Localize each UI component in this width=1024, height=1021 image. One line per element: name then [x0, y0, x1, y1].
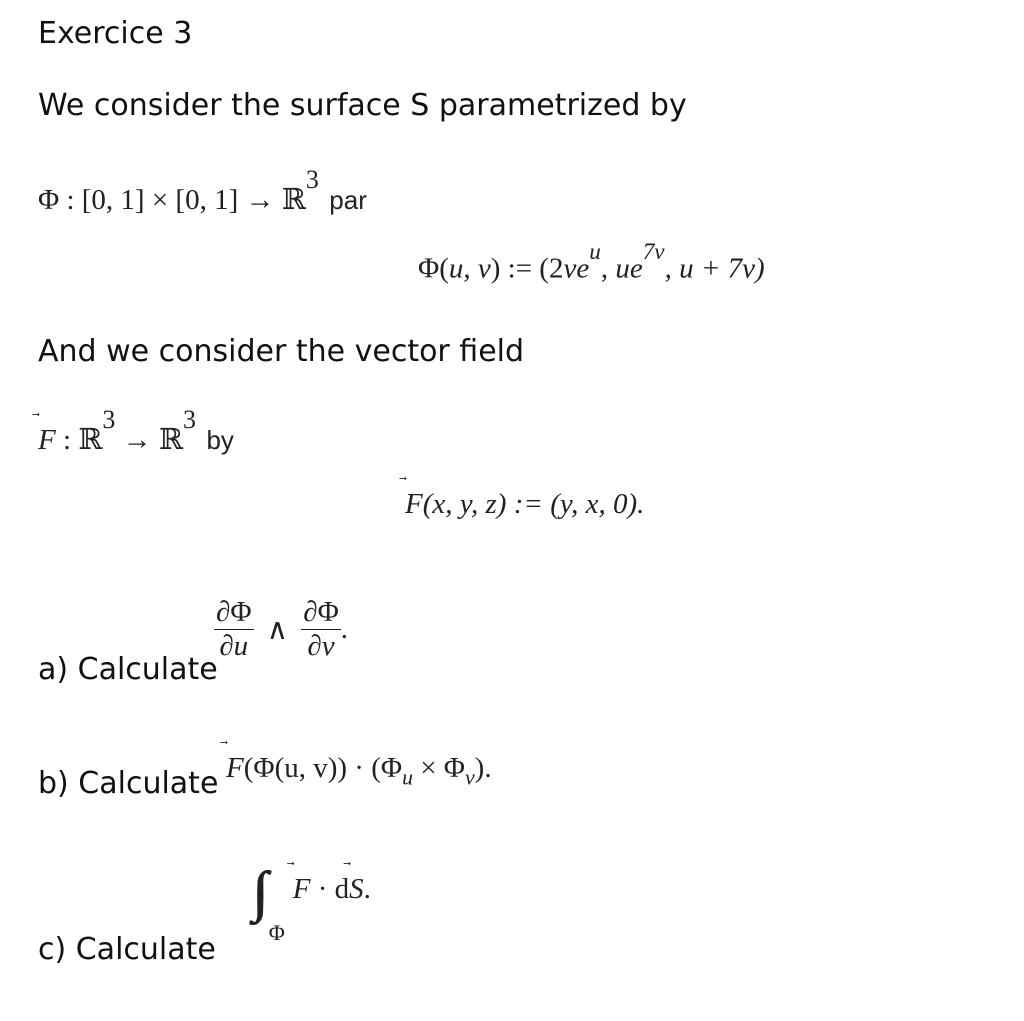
phi-map-expr: Φ : [0, 1] × [0, 1] → ℝ	[38, 183, 306, 216]
phi-def-term2-exp: 7v	[642, 239, 665, 265]
phi-def-term2: ue	[615, 252, 643, 285]
field-def-rest: (x, y, z) := (y, x, 0).	[422, 488, 645, 520]
field-map	[38, 405, 234, 457]
double-integral-sign: ∫∫	[252, 861, 255, 923]
field-map-F: F	[38, 423, 56, 456]
field-intro-text: And we consider the vector field	[38, 334, 525, 369]
phi-def-comma: ,	[600, 252, 616, 285]
part-c-integrand	[293, 873, 371, 905]
part-b-sub-v: v	[465, 765, 475, 790]
phi-def-rest: , u + 7v)	[664, 252, 765, 285]
field-map-expr: : ℝ	[55, 423, 103, 456]
part-a-fraction-v: $\frac{\partial\Phi}{\partial v}$	[303, 596, 339, 662]
field-map-exp1: 3	[102, 405, 116, 434]
intro-text: We consider the surface S parametrized by	[38, 88, 687, 123]
field-map-word: by	[206, 424, 234, 455]
part-b-label: b) Calculate	[38, 766, 219, 801]
part-b-times: × Φ	[412, 752, 465, 784]
part-c-dot: · d	[310, 873, 350, 905]
phi-definition	[418, 239, 765, 286]
field-map-exp2: 3	[183, 405, 196, 434]
part-a-period: .	[340, 613, 349, 645]
phi-def-args: u, v	[448, 252, 491, 285]
phi-map	[38, 165, 367, 217]
phi-def-term1: ve	[563, 252, 590, 285]
part-a-fraction-u: $\frac{\partial\Phi}{\partial u}$	[216, 596, 252, 662]
exercise-title: Exercice 3	[38, 16, 193, 51]
integral-domain: Φ	[268, 920, 285, 945]
part-b-F: F	[226, 752, 244, 784]
part-c-F: F	[292, 873, 311, 905]
part-b-expr1: (Φ(u, v)) · (Φ	[243, 752, 403, 784]
field-definition	[405, 488, 644, 521]
field-def-F: F	[405, 488, 423, 520]
phi-def-lhs: Φ(	[418, 252, 449, 285]
part-a-expression	[214, 596, 348, 663]
part-c-end: .	[363, 873, 371, 905]
part-c-label: c) Calculate	[38, 932, 216, 967]
part-c-S: S	[349, 873, 364, 905]
phi-map-word: par	[329, 184, 367, 215]
part-c-expression	[252, 860, 371, 945]
part-b-sub-u: u	[402, 765, 413, 790]
phi-def-term1-exp: u	[589, 239, 601, 265]
part-a-label: a) Calculate	[38, 652, 218, 687]
part-b-expression	[226, 752, 492, 790]
part-b-end: ).	[474, 752, 492, 784]
phi-def-assign: ) := (2	[490, 252, 564, 285]
part-a-wedge: ∧	[266, 614, 289, 646]
phi-map-exponent: 3	[305, 165, 319, 194]
field-map-arrow: → ℝ	[115, 423, 183, 456]
